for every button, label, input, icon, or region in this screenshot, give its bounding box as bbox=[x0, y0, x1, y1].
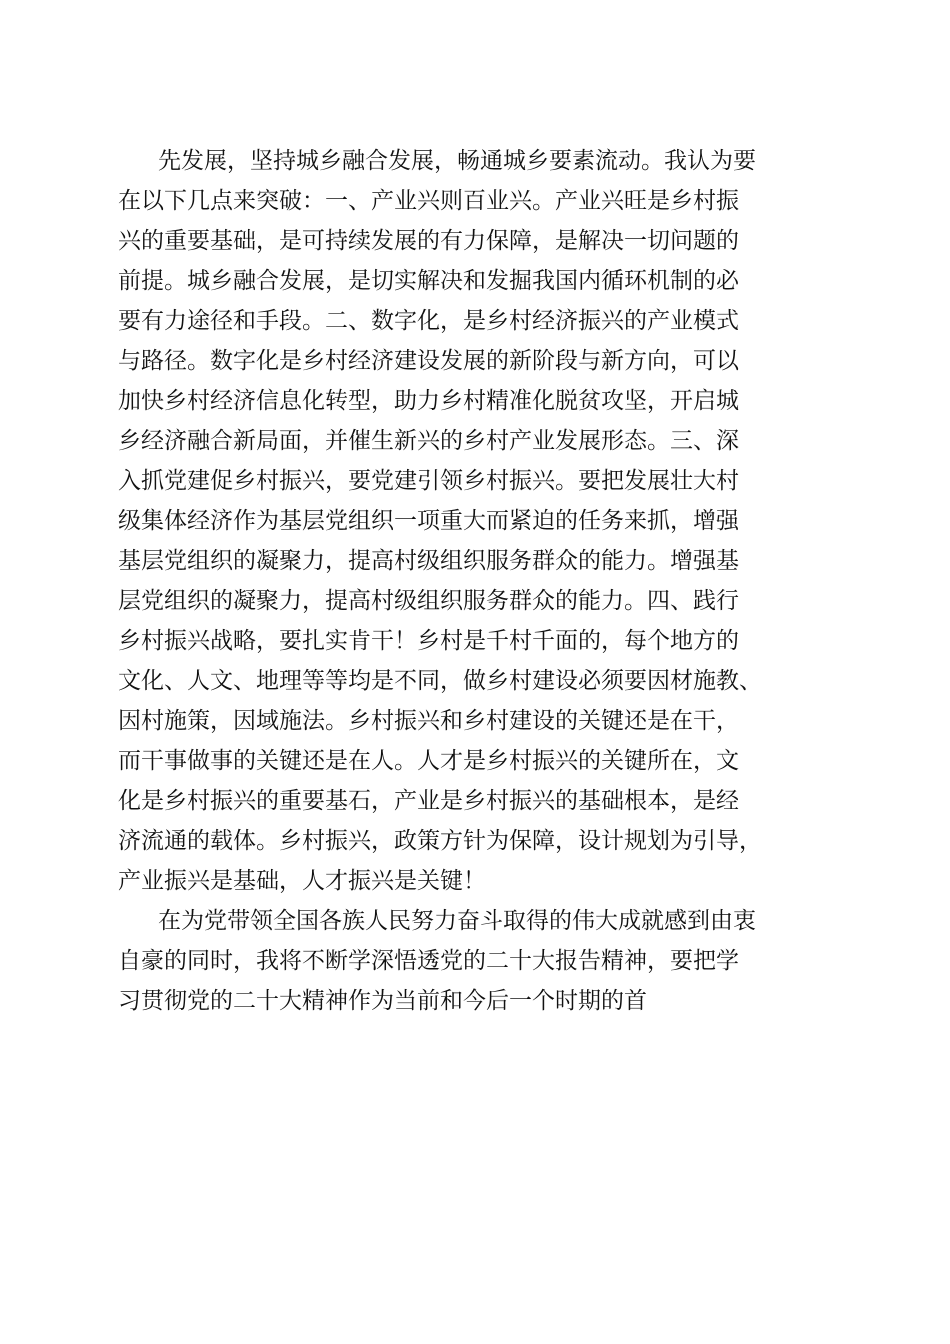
paragraph-1-line-1: 先发展，坚持城乡融合发展，畅通城乡要素流动。我认为要 bbox=[158, 148, 756, 174]
paragraph-1-line-8: 乡经济融合新局面，并催生新兴的乡村产业发展形态。三、深 bbox=[118, 428, 739, 454]
paragraph-1-line-5: 要有力途径和手段。二、数字化，是乡村经济振兴的产业模式 bbox=[118, 308, 739, 334]
paragraph-1-line-11: 基层党组织的凝聚力，提高村级组织服务群众的能力。增强基 bbox=[118, 548, 739, 574]
paragraph-1-line-4: 前提。城乡融合发展，是切实解决和发掘我国内循环机制的必 bbox=[118, 268, 739, 294]
paragraph-1-line-12: 层党组织的凝聚力，提高村级组织服务群众的能力。四、践行 bbox=[118, 588, 739, 614]
paragraph-1-line-13: 乡村振兴战略，要扎实肯干！乡村是千村千面的，每个地方的 bbox=[118, 628, 739, 654]
paragraph-1-line-17: 化是乡村振兴的重要基石，产业是乡村振兴的基础根本，是经 bbox=[118, 788, 739, 814]
paragraph-2-line-1: 在为党带领全国各族人民努力奋斗取得的伟大成就感到由衷 bbox=[158, 908, 756, 934]
paragraph-1-line-7: 加快乡村经济信息化转型，助力乡村精准化脱贫攻坚，开启城 bbox=[118, 388, 739, 414]
paragraph-1-line-18: 济流通的载体。乡村振兴，政策方针为保障，设计规划为引导， bbox=[118, 828, 762, 854]
paragraph-1-line-19: 产业振兴是基础，人才振兴是关键！ bbox=[118, 868, 486, 894]
paragraph-1-line-15: 因村施策，因域施法。乡村振兴和乡村建设的关键还是在干， bbox=[118, 708, 739, 734]
paragraph-1-line-10: 级集体经济作为基层党组织一项重大而紧迫的任务来抓，增强 bbox=[118, 508, 739, 534]
paragraph-1-line-14: 文化、人文、地理等等均是不同，做乡村建设必须要因材施教、 bbox=[118, 668, 762, 694]
paragraph-1-line-9: 入抓党建促乡村振兴，要党建引领乡村振兴。要把发展壮大村 bbox=[118, 468, 739, 494]
paragraph-1-line-3: 兴的重要基础，是可持续发展的有力保障，是解决一切问题的 bbox=[118, 228, 739, 254]
paragraph-1-line-2: 在以下几点来突破：一、产业兴则百业兴。产业兴旺是乡村振 bbox=[118, 188, 739, 214]
paragraph-2-line-2: 自豪的同时，我将不断学深悟透党的二十大报告精神，要把学 bbox=[118, 948, 739, 974]
paragraph-1-line-16: 而干事做事的关键还是在人。人才是乡村振兴的关键所在，文 bbox=[118, 748, 739, 774]
paragraph-2-line-3: 习贯彻党的二十大精神作为当前和今后一个时期的首 bbox=[118, 988, 647, 1014]
paragraph-1-line-6: 与路径。数字化是乡村经济建设发展的新阶段与新方向，可以 bbox=[118, 348, 739, 374]
